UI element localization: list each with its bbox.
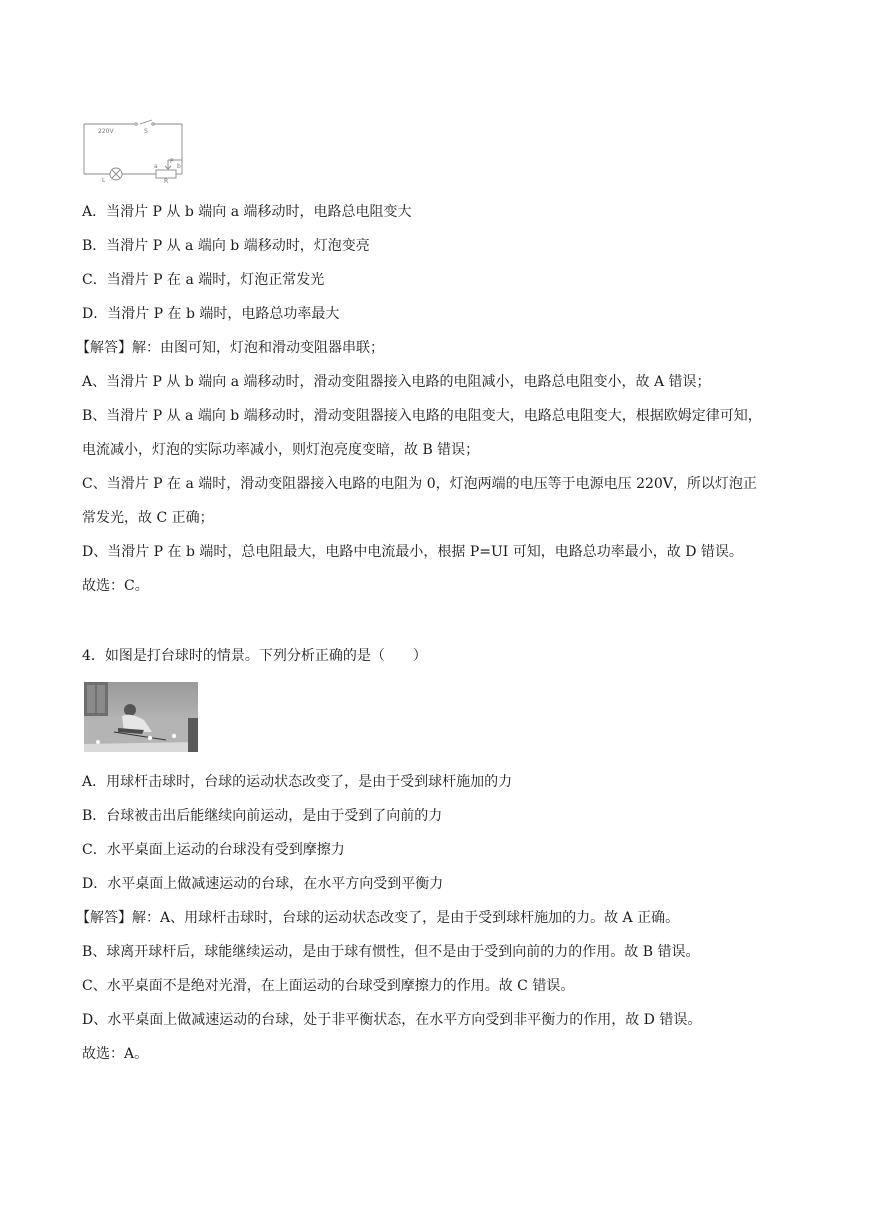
q3-explanation-c1: C、当滑片 P 在 a 端时，滑动变阻器接入电路的电阻为 0，灯泡两端的电压等于电源电压 220V，所以灯泡正 (82, 476, 757, 492)
q4-question: 4．如图是打台球时的情景。下列分析正确的是（ ） (82, 648, 427, 664)
switch-label: S (144, 128, 148, 135)
q4-explanation-c: C、水平桌面不是绝对光滑，在上面运动的台球受到摩擦力的作用。故 C 错误。 (82, 978, 575, 994)
q3-option-b: B．当滑片 P 从 a 端向 b 端移动时，灯泡变亮 (82, 238, 370, 254)
resistor-label: R (164, 178, 169, 184)
q4-choice: 故选：A。 (82, 1046, 149, 1062)
q3-explanation-c2: 常发光，故 C 正确； (82, 510, 214, 526)
q3-explanation-d: D、当滑片 P 在 b 端时，总电阻最大，电路中电流最小，根据 P=UI 可知，电路总功率最小，故 D 错误。 (82, 544, 743, 560)
voltage-label: 220V (98, 128, 114, 135)
end-b-label: b (177, 163, 181, 170)
q3-option-c: C．当滑片 P 在 a 端时，灯泡正常发光 (82, 272, 325, 288)
end-a-label: a (154, 163, 158, 170)
lamp-label: L (102, 177, 106, 184)
q3-answer-tag: 【解答】 (76, 340, 132, 356)
q3-explanation-a: A、当滑片 P 从 b 端向 a 端移动时，滑动变阻器接入电路的电阻减小，电路总电阻变小，故 A 错误； (82, 374, 711, 390)
q4-answer-tag: 【解答】 (76, 910, 132, 926)
slider-label: P (170, 158, 174, 165)
q4-explanation-d: D、水平桌面上做减速运动的台球，处于非平衡状态，在水平方向受到非平衡力的作用，故 D 错误。 (82, 1012, 702, 1028)
q3-explanation-b1: B、当滑片 P 从 a 端向 b 端移动时，滑动变阻器接入电路的电阻变大，电路总电阻变大，根据欧姆定律可知， (82, 408, 762, 424)
q3-choice: 故选：C。 (82, 578, 149, 594)
q4-option-c: C．水平桌面上运动的台球没有受到摩擦力 (82, 842, 345, 858)
circuit-diagram (82, 116, 186, 184)
billiards-photo (84, 682, 198, 752)
q4-option-a: A．用球杆击球时，台球的运动状态改变了，是由于受到球杆施加的力 (82, 774, 513, 790)
q4-option-b: B．台球被击出后能继续向前运动，是由于受到了向前的力 (82, 808, 443, 824)
q3-option-d: D．当滑片 P 在 b 端时，电路总功率最大 (82, 306, 340, 322)
q4-explanation-b: B、球离开球杆后，球能继续运动，是由于球有惯性，但不是由于受到向前的力的作用。故 B 错误。 (82, 944, 700, 960)
q3-answer-intro: 【解答】解：由图可知，灯泡和滑动变阻器串联； (76, 340, 384, 356)
q3-explanation-b2: 电流减小，灯泡的实际功率减小，则灯泡亮度变暗，故 B 错误； (82, 442, 480, 458)
q4-answer-intro: 【解答】解：A、用球杆击球时，台球的运动状态改变了，是由于受到球杆施加的力。故 A 正确。 (76, 910, 680, 926)
q3-option-a: A．当滑片 P 从 b 端向 a 端移动时，电路总电阻变大 (82, 204, 412, 220)
q4-option-d: D．水平桌面上做减速运动的台球，在水平方向受到平衡力 (82, 876, 444, 892)
